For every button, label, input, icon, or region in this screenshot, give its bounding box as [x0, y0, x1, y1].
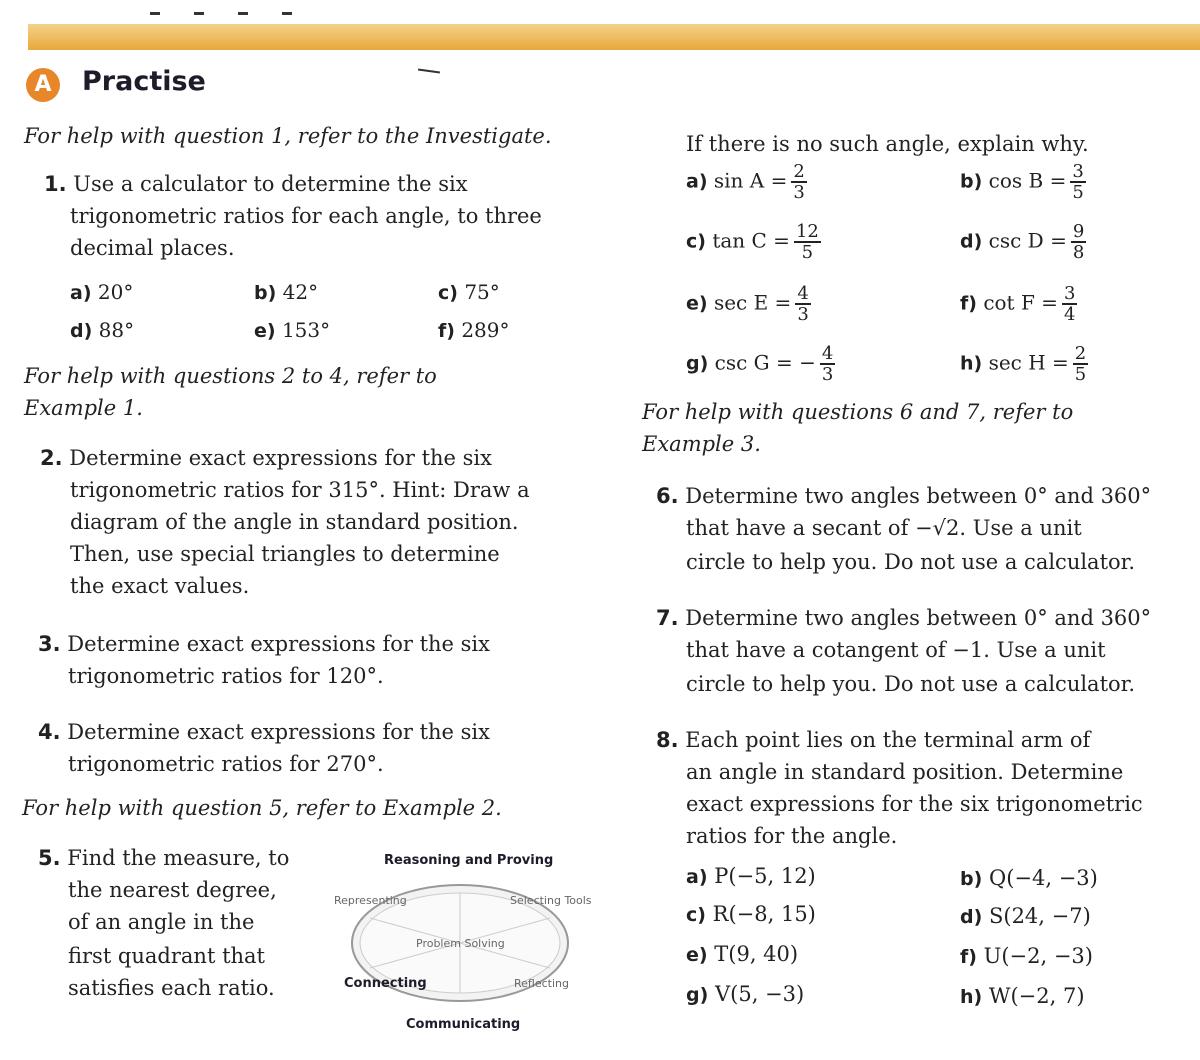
question-8: 8. Each point lies on the terminal arm of	[656, 728, 1091, 752]
question-number: 1.	[44, 172, 67, 196]
q1-part-f: f) 289°	[438, 318, 510, 342]
question-text-line: that have a cotangent of −1. Use a unit	[686, 638, 1106, 662]
q8-part-c: c) R(−8, 15)	[686, 902, 816, 926]
help-note-q2-4: For help with questions 2 to 4, refer to	[24, 364, 437, 388]
q5-part-g: g) csc G = − $\frac{4}{3}$	[686, 343, 834, 385]
question-text-line: the exact values.	[70, 574, 250, 598]
q1-part-b: b) 42°	[254, 280, 319, 304]
question-text-line: Then, use special triangles to determine	[70, 542, 500, 566]
q8-part-a: a) P(−5, 12)	[686, 864, 816, 888]
question-text-line: exact expressions for the six trigonometric	[686, 792, 1143, 816]
q1-part-d: d) 88°	[70, 318, 135, 342]
q5-part-c: c) tan C = $\frac{12}{5}$	[686, 221, 819, 263]
q5-part-a: a) sin A = $\frac{2}{3}$	[686, 161, 805, 203]
question-3: 3. Determine exact expressions for the six	[38, 632, 490, 656]
section-badge: A	[26, 68, 60, 102]
help-note-q1: For help with question 1, refer to the Investigate.	[24, 124, 552, 148]
q5-part-b: b) cos B = $\frac{3}{5}$	[960, 161, 1084, 203]
help-note-q6-7: For help with questions 6 and 7, refer to	[642, 400, 1074, 424]
question-7: 7. Determine two angles between 0° and 360°	[656, 606, 1152, 630]
q8-part-g: g) V(5, −3)	[686, 982, 805, 1006]
stray-mark	[418, 68, 440, 73]
question-text-line: trigonometric ratios for 315°. Hint: Draw a	[70, 478, 530, 502]
question-text-line: trigonometric ratios for 120°.	[68, 664, 384, 688]
question-text-line: satisfies each ratio.	[68, 976, 275, 1000]
q8-part-e: e) T(9, 40)	[686, 942, 799, 966]
help-note-q2-4-line2: Example 1.	[24, 396, 143, 420]
diagram-label-communicating: Communicating	[406, 1017, 521, 1032]
question-text-line: decimal places.	[70, 236, 235, 260]
q5-part-h: h) sec H = $\frac{2}{5}$	[960, 343, 1087, 385]
question-text-line: Use a calculator to determine the six	[73, 172, 468, 196]
question-text-line: circle to help you. Do not use a calculator.	[686, 550, 1136, 574]
question-text-line: trigonometric ratios for 270°.	[68, 752, 384, 776]
help-note-q5: For help with question 5, refer to Example 2.	[22, 796, 502, 820]
diagram-label-reasoning: Reasoning and Proving	[384, 853, 554, 868]
diagram-label-selecting-tools: Selecting Tools	[510, 894, 592, 907]
question-4: 4. Determine exact expressions for the six	[38, 720, 490, 744]
diagram-label-representing: Representing	[334, 894, 407, 907]
question-text-line: trigonometric ratios for each angle, to three	[70, 204, 542, 228]
question-text-line: of an angle in the	[68, 910, 255, 934]
q1-part-a: a) 20°	[70, 280, 134, 304]
q8-part-f: f) U(−2, −3)	[960, 944, 1093, 968]
q5-part-f: f) cot F = $\frac{3}{4}$	[960, 283, 1076, 325]
diagram-label-problem-solving: Problem Solving	[416, 937, 505, 950]
question-1	[44, 168, 468, 200]
q8-part-h: h) W(−2, 7)	[960, 984, 1085, 1008]
q8-part-b: b) Q(−4, −3)	[960, 866, 1098, 890]
diagram-label-connecting: Connecting	[344, 976, 427, 991]
diagram-label-reflecting: Reflecting	[514, 977, 569, 990]
section-title: Practise	[82, 66, 206, 97]
question-5: 5. Find the measure, to	[38, 846, 290, 870]
question-text-line: an angle in standard position. Determine	[686, 760, 1124, 784]
question-6: 6. Determine two angles between 0° and 360°	[656, 484, 1152, 508]
question-2: 2. Determine exact expressions for the six	[40, 446, 492, 470]
help-note-q6-7-line2: Example 3.	[642, 432, 761, 456]
q1-part-c: c) 75°	[438, 280, 500, 304]
page-top-marks	[150, 0, 360, 4]
q8-part-d: d) S(24, −7)	[960, 904, 1091, 928]
question-text-line: the nearest degree,	[68, 878, 277, 902]
question-text-line: that have a secant of −√2. Use a unit	[686, 516, 1082, 540]
question-text-line: first quadrant that	[68, 944, 265, 968]
section-header-bar	[28, 24, 1200, 50]
q1-part-e: e) 153°	[254, 318, 331, 342]
q5-part-d: d) csc D = $\frac{9}{8}$	[960, 221, 1085, 263]
question-text-line: diagram of the angle in standard position.	[70, 510, 519, 534]
q5-intro: If there is no such angle, explain why.	[686, 132, 1089, 156]
question-text-line: ratios for the angle.	[686, 824, 898, 848]
question-text-line: circle to help you. Do not use a calculator.	[686, 672, 1136, 696]
q5-part-e: e) sec E = $\frac{4}{3}$	[686, 283, 809, 325]
